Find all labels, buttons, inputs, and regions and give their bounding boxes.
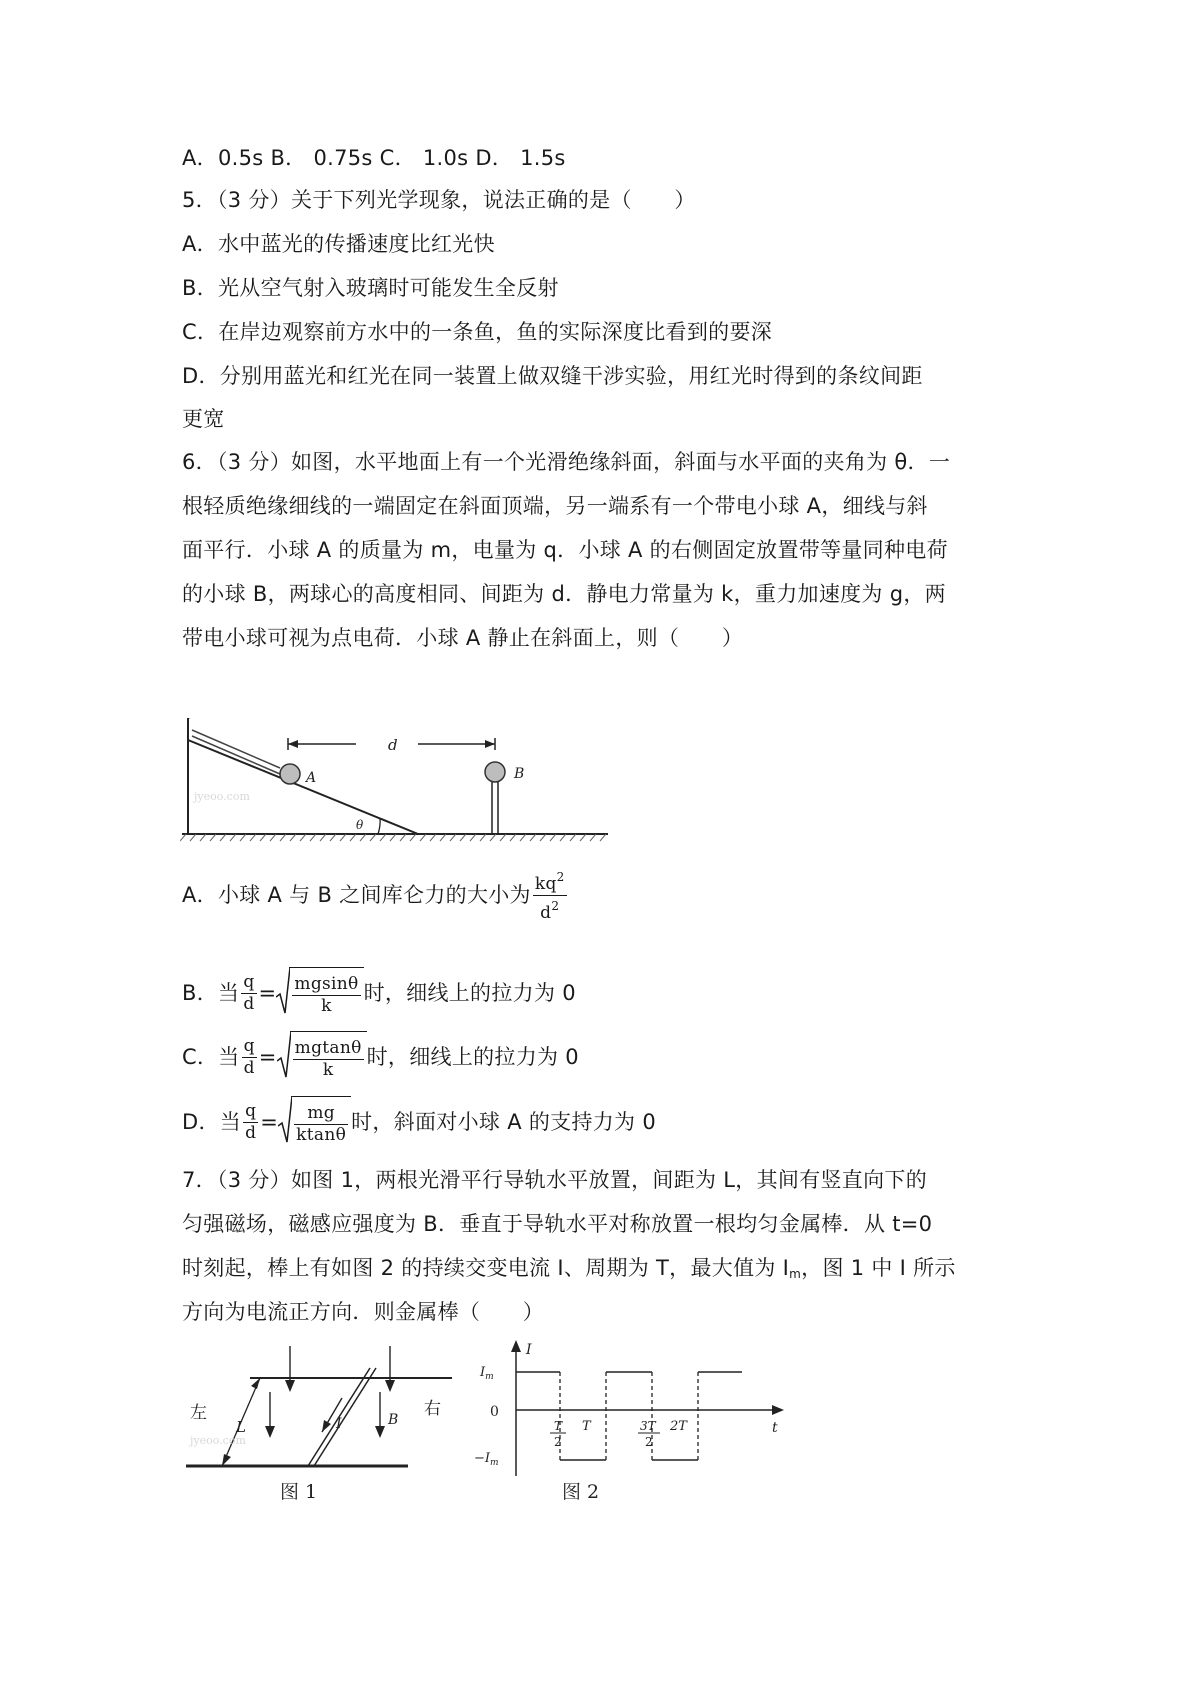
q7-stem-line3-sub: m <box>789 1267 802 1281</box>
q7-fig1-label-b: B <box>388 1412 399 1428</box>
q7-fig1-right: 右 <box>424 1399 441 1419</box>
q7-fig2-zero-label: 0 <box>490 1404 499 1420</box>
q6-watermark: jyeoo.com <box>194 790 250 803</box>
q7-fig1-caption: 图 1 <box>280 1481 318 1500</box>
q6-stem-line1: 6．（3 分）如图，水平地面上有一个光滑绝缘斜面，斜面与水平面的夹角为 θ．一 <box>182 450 951 474</box>
q6-option-b-sqrt <box>276 967 363 1020</box>
q6-option-c-suffix: 时，细线上的拉力为 0 <box>366 1045 579 1069</box>
q6-option-d-d: d <box>245 1122 257 1143</box>
q6-incline-figure <box>180 718 610 842</box>
q6-option-d-sqrt <box>278 1096 351 1149</box>
q5-stem: 5．（3 分）关于下列光学现象，说法正确的是（ ） <box>182 188 696 212</box>
q7-fig1-watermark: jyeoo.com <box>190 1434 246 1447</box>
q7-fig2-tick-t-half-num: T <box>554 1419 563 1433</box>
q7-stem-line3-a: 时刻起，棒上有如图 2 的持续交变电流 I、周期为 T，最大值为 I <box>182 1256 790 1280</box>
q7-fig1-label-l: L <box>236 1418 246 1436</box>
q6-option-d <box>182 1096 656 1148</box>
q7-stem-line4: 方向为电流正方向．则金属棒（ ） <box>182 1300 545 1324</box>
q6-label-b: B <box>514 766 525 782</box>
q6-option-c-rad-den: k <box>322 1059 334 1080</box>
q6-option-a-num-sup: 2 <box>556 869 565 884</box>
q6-option-c-prefix: C．当 <box>182 1045 240 1069</box>
q6-option-c-d: d <box>243 1057 255 1078</box>
q7-fig2-tick-3t-half-den: 2 <box>645 1435 653 1449</box>
q6-stem-line2: 根轻质绝缘细线的一端固定在斜面顶端，另一端系有一个带电小球 A，细线与斜 <box>182 494 928 518</box>
q7-stem-line3 <box>182 1254 956 1288</box>
q6-option-a <box>182 869 569 923</box>
q6-option-a-prefix: A．小球 A 与 B 之间库仑力的大小为 <box>182 883 531 907</box>
q6-stem-line4: 的小球 B，两球心的高度相同、间距为 d．静电力常量为 k，重力加速度为 g，两 <box>182 582 946 606</box>
q6-option-d-suffix: 时，斜面对小球 A 的支持力为 0 <box>351 1110 656 1134</box>
q7-fig2-neg-im-label: $-I_m$ <box>474 1451 499 1468</box>
q7-stem-line3-b: ，图 1 中 I 所示 <box>801 1256 956 1280</box>
q6-option-c-sqrt <box>277 1031 367 1084</box>
q6-option-b-rad-den: k <box>321 995 332 1016</box>
q6-option-b-d: d <box>243 993 255 1014</box>
q4-options: A．0.5s B． 0.75s C． 1.0s D． 1.5s <box>182 146 566 170</box>
q7-figure-1 <box>180 1340 460 1500</box>
q6-option-a-num: kq <box>534 873 557 894</box>
q5-option-c: C．在岸边观察前方水中的一条鱼，鱼的实际深度比看到的要深 <box>182 320 773 344</box>
q7-fig2-tick-t: T <box>582 1419 591 1434</box>
q6-option-a-fraction <box>533 867 567 924</box>
q6-option-c-rad-num: mgtanθ <box>294 1037 362 1058</box>
q6-stem-line3: 面平行．小球 A 的质量为 m，电量为 q．小球 A 的右侧固定放置带等量同种电荷 <box>182 538 948 562</box>
q6-option-a-den-sup: 2 <box>551 898 560 913</box>
q6-label-theta: θ <box>356 818 364 832</box>
q5-option-b: B．光从空气射入玻璃时可能发生全反射 <box>182 276 559 300</box>
q6-option-b-suffix: 时，细线上的拉力为 0 <box>363 981 576 1005</box>
q6-option-b-eq: = <box>258 981 277 1005</box>
q6-label-d: d <box>388 736 398 754</box>
q6-option-a-den: d <box>540 902 552 923</box>
q6-stem-line5: 带电小球可视为点电荷．小球 A 静止在斜面上，则（ ） <box>182 626 744 650</box>
q6-option-d-q: q <box>245 1100 257 1121</box>
q6-option-b-prefix: B．当 <box>182 981 240 1005</box>
q6-option-d-prefix: D．当 <box>182 1110 242 1134</box>
q5-option-a: A．水中蓝光的传播速度比红光快 <box>182 232 495 256</box>
q7-fig1-left: 左 <box>190 1403 207 1423</box>
q7-fig2-axis-t: t <box>772 1420 778 1436</box>
q7-figure-2 <box>470 1340 790 1500</box>
q5-option-d-line2: 更宽 <box>182 407 225 431</box>
q6-option-b-q: q <box>243 971 255 992</box>
q6-option-d-rad-den: ktanθ <box>296 1124 347 1145</box>
q7-fig2-axis-i: I <box>526 1342 532 1358</box>
q6-option-d-eq: = <box>260 1110 279 1134</box>
q6-option-b <box>182 967 576 1019</box>
q7-fig2-tick-t-half-den: 2 <box>554 1435 562 1449</box>
q6-label-a: A <box>306 770 317 786</box>
q6-option-c-q: q <box>243 1035 255 1056</box>
q7-fig2-tick-3t-half-num: 3T <box>640 1419 656 1433</box>
q7-fig2-im-label: $I_m$ <box>480 1365 494 1382</box>
q7-fig2-caption: 图 2 <box>562 1481 600 1500</box>
q7-stem-line1: 7．（3 分）如图 1，两根光滑平行导轨水平放置，间距为 L，其间有竖直向下的 <box>182 1168 928 1192</box>
q6-option-c-eq: = <box>258 1045 277 1069</box>
q6-option-d-rad-num: mg <box>294 1103 348 1125</box>
q6-option-c <box>182 1031 579 1083</box>
q7-fig2-tick-2t: 2T <box>670 1419 687 1434</box>
q7-stem-line2: 匀强磁场，磁感应强度为 B．垂直于导轨水平对称放置一根均匀金属棒．从 t=0 <box>182 1212 933 1236</box>
q6-option-b-rad-num: mgsinθ <box>294 973 359 994</box>
q7-fig1-label-i: I <box>336 1416 342 1432</box>
q5-option-d-line1: D．分别用蓝光和红光在同一装置上做双缝干涉实验，用红光时得到的条纹间距 <box>182 364 923 388</box>
